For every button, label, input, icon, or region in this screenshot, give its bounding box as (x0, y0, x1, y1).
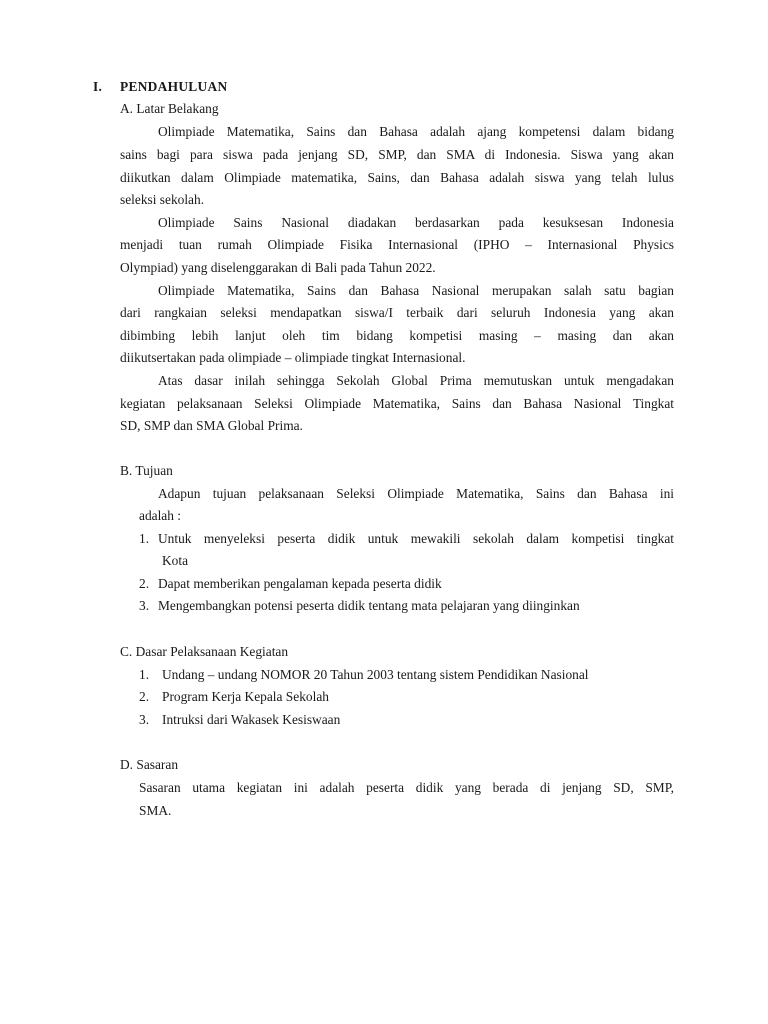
paragraph-line: Olimpiade Matematika, Sains dan Bahasa adalah ajang kompetensi dalam bidang (158, 124, 674, 139)
list-item-text: Mengembangkan potensi peserta didik tentang mata pelajaran yang diinginkan (158, 598, 580, 613)
paragraph-line: diikutkan dalam Olimpiade matematika, Sains, dan Bahasa adalah siswa yang telah lulus (120, 170, 674, 185)
paragraph-line: sains bagi para siswa pada jenjang SD, SMP, dan SMA di Indonesia. Siswa yang akan (120, 147, 674, 162)
paragraph-line: Olimpiade Matematika, Sains dan Bahasa Nasional merupakan salah satu bagian (158, 283, 674, 298)
paragraph-line: diikutsertakan pada olimpiade – olimpiade tingkat Internasional. (120, 350, 466, 365)
paragraph-line: Adapun tujuan pelaksanaan Seleksi Olimpiade Matematika, Sains dan Bahasa ini (158, 486, 674, 501)
list-item-number: 1. (139, 531, 150, 546)
paragraph-line: Olimpiade Sains Nasional diadakan berdasarkan pada kesuksesan Indonesia (158, 215, 674, 230)
list-item-number: 2. (139, 689, 150, 704)
paragraph-line: Atas dasar inilah sehingga Sekolah Global Prima memutuskan untuk mengadakan (158, 373, 674, 388)
list-item-text: Program Kerja Kepala Sekolah (162, 689, 329, 704)
section-number: I. (93, 79, 103, 94)
paragraph-line: dibimbing lebih lanjut oleh tim bidang kompetisi masing – masing dan akan (120, 328, 674, 343)
paragraph-line: dari rangkaian seleksi mendapatkan siswa/I terbaik dari seluruh Indonesia yang akan (120, 305, 674, 320)
list-item-continuation: Kota (162, 553, 189, 568)
heading-sasaran: D. Sasaran (120, 757, 179, 772)
paragraph-line: menjadi tuan rumah Olimpiade Fisika Internasional (IPHO – Internasional Physics (120, 237, 674, 252)
paragraph-line: Sasaran utama kegiatan ini adalah peserta didik yang berada di jenjang SD, SMP, (139, 780, 674, 795)
list-item-text: Dapat memberikan pengalaman kepada peserta didik (158, 576, 442, 591)
paragraph-line: Olympiad) yang diselenggarakan di Bali pada Tahun 2022. (120, 260, 436, 275)
paragraph-line: seleksi sekolah. (120, 192, 205, 207)
heading-latar-belakang: A. Latar Belakang (120, 101, 219, 116)
list-item-text: Intruksi dari Wakasek Kesiswaan (162, 712, 341, 727)
list-item-number: 3. (139, 712, 150, 727)
paragraph-line: adalah : (139, 508, 182, 523)
list-item-number: 3. (139, 598, 150, 613)
list-item-text: Undang – undang NOMOR 20 Tahun 2003 tentang sistem Pendidikan Nasional (162, 667, 589, 682)
list-item-number: 1. (139, 667, 150, 682)
heading-tujuan: B. Tujuan (120, 463, 173, 478)
paragraph-line: kegiatan pelaksanaan Seleksi Olimpiade Matematika, Sains dan Bahasa Nasional Tingkat (120, 396, 674, 411)
list-item-number: 2. (139, 576, 150, 591)
section-title: PENDAHULUAN (120, 79, 228, 94)
paragraph-line: SD, SMP dan SMA Global Prima. (120, 418, 303, 433)
list-item-text: Untuk menyeleksi peserta didik untuk mewakili sekolah dalam kompetisi tingkat (158, 531, 674, 546)
heading-dasar-pelaksanaan: C. Dasar Pelaksanaan Kegiatan (120, 644, 289, 659)
paragraph-line: SMA. (139, 803, 172, 818)
